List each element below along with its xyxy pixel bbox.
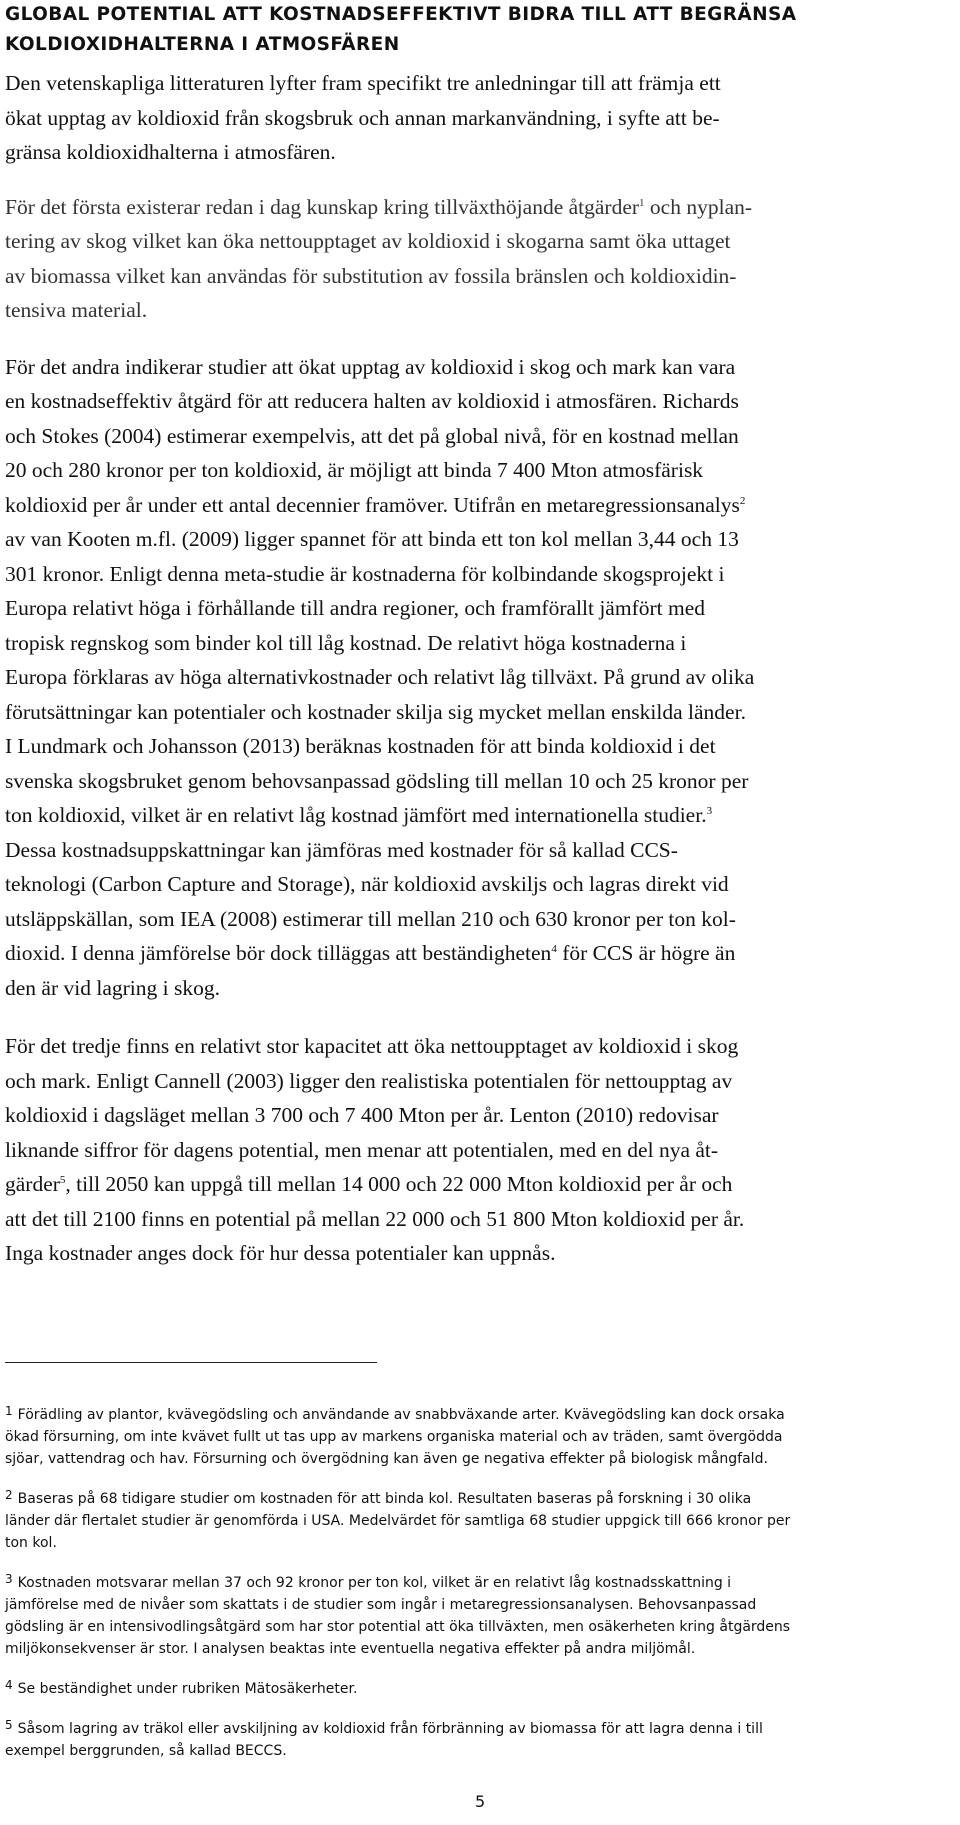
text-line: ökat upptag av koldioxid från skogsbruk och annan markanvändning, i syfte att be-	[5, 105, 720, 130]
text-line	[5, 798, 955, 833]
text-line: Europa relativt höga i förhållande till andra regioner, och framförallt jämfört med	[5, 596, 705, 620]
footnote-line: sjöar, vattendrag och hav. Försurning och övergödning kan även ge negativa effekter på biologisk mångfald.	[5, 1451, 768, 1467]
text-line: teknologi (Carbon Capture and Storage), när koldioxid avskiljs och lagras direkt vid	[5, 872, 729, 896]
footnote-1	[5, 1400, 955, 1470]
text-segment: gärder	[5, 1172, 60, 1196]
text-line: tensiva material.	[5, 298, 148, 322]
text-line: Europa förklaras av höga alternativkostnader och relativt låg tillväxt. På grund av olika	[5, 665, 755, 689]
footnote-ref-1[interactable]: 1	[639, 196, 645, 209]
footnote-text: Såsom lagring av träkol eller avskiljning av koldioxid från förbränning av biomassa för att lagra denna i till	[17, 1721, 763, 1737]
footnote-line: ökad försurning, om inte kvävet fullt ut tas upp av markens organiska material och av träden, samt övergödda	[5, 1429, 783, 1445]
footnotes	[5, 1400, 955, 1776]
footnote-text: Kostnaden motsvarar mellan 37 och 92 kronor per ton kol, vilket är en relativt låg kostnadsskattning i	[17, 1575, 732, 1591]
footnote-number: 3	[5, 1572, 13, 1586]
text-line: en kostnadseffektiv åtgärd för att reducera halten av koldioxid i atmosfären. Richards	[5, 389, 739, 413]
text-segment: ton koldioxid, vilket är en relativt låg kostnad jämfört med internationella studier.	[5, 803, 707, 827]
footnote-line: jämförelse med de nivåer som skattats i de studier som ingår i metaregressionsanalysen. Behovsanpassad	[5, 1597, 757, 1613]
text-line: tering av skog vilket kan öka nettoupptaget av koldioxid i skogarna samt öka uttaget	[5, 229, 731, 253]
page-number: 5	[475, 1792, 486, 1811]
text-line: 301 kronor. Enligt denna meta-studie är kostnaderna för kolbindande skogsprojekt i	[5, 561, 725, 586]
heading-line: KOLDIOXIDHALTERNA I ATMOSFÄREN	[5, 34, 400, 55]
footnote-number: 4	[5, 1678, 13, 1692]
footnote-line: exempel berggrunden, så kallad BECCS.	[5, 1743, 287, 1759]
text-line: och Stokes (2004) estimerar exempelvis, att det på global nivå, för en kostnad mellan	[5, 423, 739, 448]
footnote-ref-3[interactable]: 3	[706, 805, 713, 817]
text-segment: koldioxid per år under ett antal decennier framöver. Utifrån en metaregressionsanalys	[5, 492, 740, 517]
footnote-number: 2	[5, 1488, 13, 1502]
footnote-line	[5, 1400, 955, 1426]
footnote-text: Baseras på 68 tidigare studier om kostnaden för att binda kol. Resultaten baseras på forskning i 30 olika	[17, 1491, 752, 1507]
text-line	[5, 936, 955, 971]
footnote-ref-2[interactable]: 2	[739, 494, 746, 507]
footnote-number: 1	[5, 1404, 13, 1418]
text-line: gränsa koldioxidhalterna i atmosfären.	[5, 140, 336, 164]
footnote-line: gödsling är en intensivodlingsåtgärd som har stor potential att öka tillväxten, men osäkerheten kring åtgärdens	[5, 1619, 791, 1635]
footnote-line	[5, 1484, 955, 1510]
section-heading	[5, 0, 955, 60]
footnote-line	[5, 1568, 955, 1594]
footnote-line	[5, 1674, 955, 1700]
text-line: den är vid lagring i skog.	[5, 975, 220, 1000]
text-line	[5, 488, 955, 523]
text-line: utsläppskällan, som IEA (2008) estimerar till mellan 210 och 630 kronor per ton kol-	[5, 906, 736, 931]
text-line: För det tredje finns en relativt stor kapacitet att öka nettoupptaget av koldioxid i skog	[5, 1034, 739, 1058]
text-segment: dioxid. I denna jämförelse bör dock tilläggas att beständigheten	[5, 941, 552, 965]
text-line: förutsättningar kan potentialer och kostnader skilja sig mycket mellan enskilda länder.	[5, 699, 746, 724]
text-line: För det andra indikerar studier att ökat upptag av koldioxid i skog och mark kan vara	[5, 354, 736, 379]
text-line: 20 och 280 kronor per ton koldioxid, är möjligt att binda 7 400 Mton atmosfärisk	[5, 458, 704, 482]
text-segment: För det första existerar redan i dag kunskap kring tillväxthöjande åtgärder	[5, 194, 640, 219]
text-line: Inga kostnader anges dock för hur dessa potentialer kan uppnås.	[5, 1241, 556, 1265]
document-page	[5, 0, 955, 1271]
text-line	[5, 190, 955, 225]
paragraph-second-reason	[5, 350, 955, 1006]
text-line: Den vetenskapliga litteraturen lyfter fram specifikt tre anledningar till att främja ett	[5, 71, 721, 95]
footnote-separator	[5, 1362, 377, 1363]
footnote-line: ton kol.	[5, 1535, 57, 1551]
text-segment: och nyplan-	[644, 194, 753, 219]
footnote-line: miljökonsekvenser är stor. I analysen beaktas inte eventuella negativa effekter på andra miljömål.	[5, 1641, 696, 1657]
footnote-3	[5, 1568, 955, 1660]
text-segment: , till 2050 kan uppgå till mellan 14 000 och 22 000 Mton koldioxid per år och	[65, 1172, 733, 1196]
paragraph-first-reason	[5, 190, 955, 328]
footnote-2	[5, 1484, 955, 1554]
footnote-line	[5, 1714, 955, 1740]
text-line: svenska skogsbruket genom behovsanpassad gödsling till mellan 10 och 25 kronor per	[5, 768, 749, 793]
footnote-line: länder där flertalet studier är genomförda i USA. Medelvärdet för samtliga 68 studier uppgick till 666 kronor per	[5, 1513, 791, 1529]
text-line: liknande siffror för dagens potential, men menar att potentialen, med en del nya åt-	[5, 1137, 719, 1162]
heading-line: GLOBAL POTENTIAL ATT KOSTNADSEFFEKTIVT BIDRA TILL ATT BEGRÄNSA	[5, 4, 797, 25]
text-line	[5, 1167, 955, 1202]
intro-paragraph	[5, 66, 955, 170]
footnote-text: Se beständighet under rubriken Mätosäkerheter.	[17, 1681, 358, 1697]
text-line: att det till 2100 finns en potential på mellan 22 000 och 51 800 Mton koldioxid per år.	[5, 1206, 745, 1231]
footnote-text: Förädling av plantor, kvävegödsling och användande av snabbväxande arter. Kvävegödsling kan dock orsaka	[17, 1407, 785, 1423]
text-line: I Lundmark och Johansson (2013) beräknas kostnaden för att binda koldioxid i det	[5, 734, 716, 758]
text-segment: för CCS är högre än	[556, 941, 736, 965]
text-line: Dessa kostnadsuppskattningar kan jämföras med kostnader för så kallad CCS-	[5, 837, 678, 862]
footnote-4	[5, 1674, 955, 1700]
footnote-number: 5	[5, 1718, 13, 1732]
text-line: tropisk regnskog som binder kol till låg kostnad. De relativt höga kostnaderna i	[5, 630, 687, 655]
text-line: koldioxid i dagsläget mellan 3 700 och 7 400 Mton per år. Lenton (2010) redovisar	[5, 1103, 719, 1127]
text-line: av van Kooten m.fl. (2009) ligger spannet för att binda ett ton kol mellan 3,44 och 13	[5, 527, 739, 551]
text-line: och mark. Enligt Cannell (2003) ligger den realistiska potentialen för nettoupptag av	[5, 1068, 733, 1093]
footnote-ref-5[interactable]: 5	[59, 1174, 66, 1186]
paragraph-third-reason	[5, 1029, 955, 1271]
text-line: av biomassa vilket kan användas för substitution av fossila bränslen och koldioxidin-	[5, 263, 737, 288]
footnote-ref-4[interactable]: 4	[551, 943, 557, 955]
footnote-5	[5, 1714, 955, 1762]
